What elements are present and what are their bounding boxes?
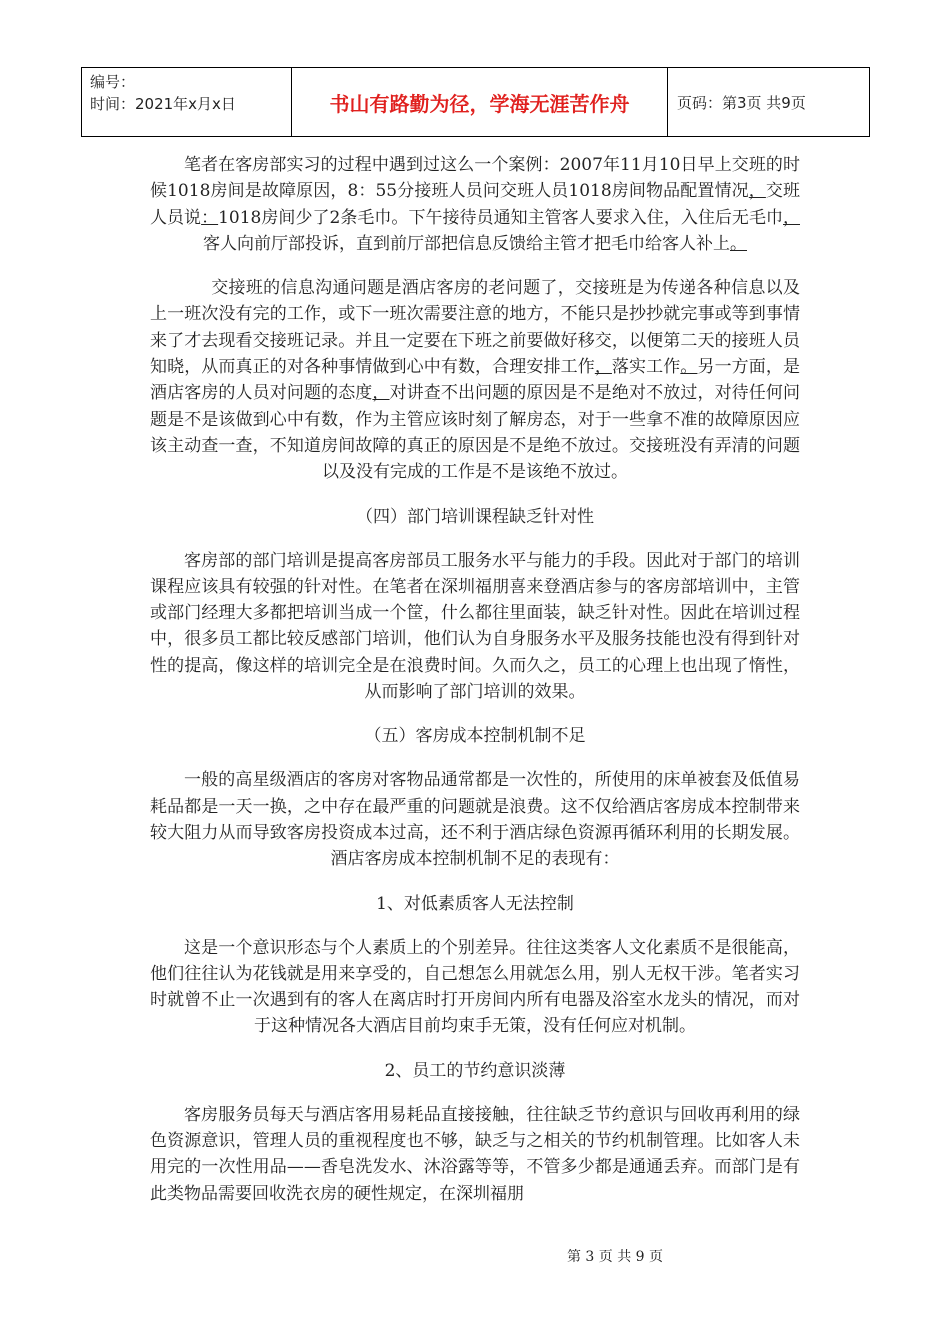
document-body	[150, 152, 800, 1225]
subsection-heading-1: 1、对低素质客人无法控制	[376, 893, 574, 914]
page-header	[81, 67, 870, 137]
header-motto: 书山有路勤为径，学海无涯苦作舟	[292, 68, 668, 136]
paragraph-case: 笔者在客房部实习的过程中遇到过这么一个案例：2007年11月10日早上交班的时候1018房间是故障原因，8：55分接班人员问交班人员1018房间物品配置情况，交班人员说：1018房间少了2条毛巾。下午接待员通知主管客人要求入住，入住后无毛巾，客人向前厅部投诉，直到前厅部把信息反馈给主管才把毛巾给客人补上。	[150, 155, 801, 254]
subsection-heading-2: 2、员工的节约意识淡薄	[384, 1060, 566, 1081]
paragraph-low-quality-guests: 这是一个意识形态与个人素质上的个别差异。往往这类客人文化素质不是很能高，他们往往认为花钱就是用来享受的，自己想怎么用就怎么用，别人无权干涉。笔者实习时就曾不止一次遇到有的客人在离店时打开房间内所有电器及浴室水龙头的情况，而对于这种情况各大酒店目前均束手无策，没有任何应对机制。	[150, 937, 800, 1037]
paragraph-cost-control: 一般的高星级酒店的客房对客物品通常都是一次性的，所使用的床单被套及低值易耗品都是一天一换，之中存在最严重的问题就是浪费。这不仅给酒店客房成本控制带来较大阻力从而导致客房投资成本过高，还不利于酒店绿色资源再循环利用的长期发展。酒店客房成本控制机制不足的表现有：	[150, 770, 800, 870]
header-number: 编号：	[90, 73, 136, 91]
header-meta	[82, 68, 292, 136]
header-page-info: 页码：第3页 共9页	[677, 93, 806, 112]
page-footer	[0, 1246, 950, 1266]
paragraph-training: 客房部的部门培训是提高客房部员工服务水平与能力的手段。因此对于部门的培训课程应该具有较强的针对性。在笔者在深圳福朋喜来登酒店参与的客房部培训中，主管或部门经理大多都把培训当成一个筐，什么都往里面装，缺乏针对性。因此在培训过程中，很多员工都比较反感部门培训，他们认为自身服务水平及服务技能也没有得到针对性的提高，像这样的培训完全是在浪费时间。久而久之，员工的心理上也出现了惰性，从而影响了部门培训的效果。	[150, 550, 800, 703]
paragraph-shift-handover: 交接班的信息沟通问题是酒店客房的老问题了，交接班是为传递各种信息以及上一班次没有完的工作，或下一班次需要注意的地方，不能只是抄抄就完事或等到事情来了才去现看交接班记录。并且一定要在下班之前要做好移交，以便第二天的接班人员知晓，从而真正的对各种事情做到心中有数，合理安排工作，落实工作。另一方面，是酒店客房的人员对问题的态度，对讲查不出问题的原因是不是绝对不放过，对待任何问题是不是该做到心中有数，作为主管应该时刻了解房态，对于一些拿不准的故障原因应该主动查一查，不知道房间故障的真正的原因是不是绝不放过。交接班没有弄清的问题以及没有完成的工作是不是该绝不放过。	[150, 278, 801, 483]
paragraph-staff-awareness: 客房服务员每天与酒店客用易耗品直接接触，往往缺乏节约意识与回收再利用的绿色资源意识，管理人员的重视程度也不够，缺乏与之相关的节约机制管理。比如客人未用完的一次性用品——香皂洗发水、沐浴露等等，不管多少都是通通丢弃。而部门是有此类物品需要回收洗衣房的硬性规定，在深圳福朋	[150, 1104, 800, 1204]
header-time: 时间：2021年x月x日	[90, 95, 236, 113]
footer-page-number: 第 3 页 共 9 页	[566, 1249, 664, 1265]
section-heading-5: （五）客房成本控制机制不足	[364, 726, 586, 747]
section-heading-4: （四）部门培训课程缺乏针对性	[356, 506, 594, 527]
